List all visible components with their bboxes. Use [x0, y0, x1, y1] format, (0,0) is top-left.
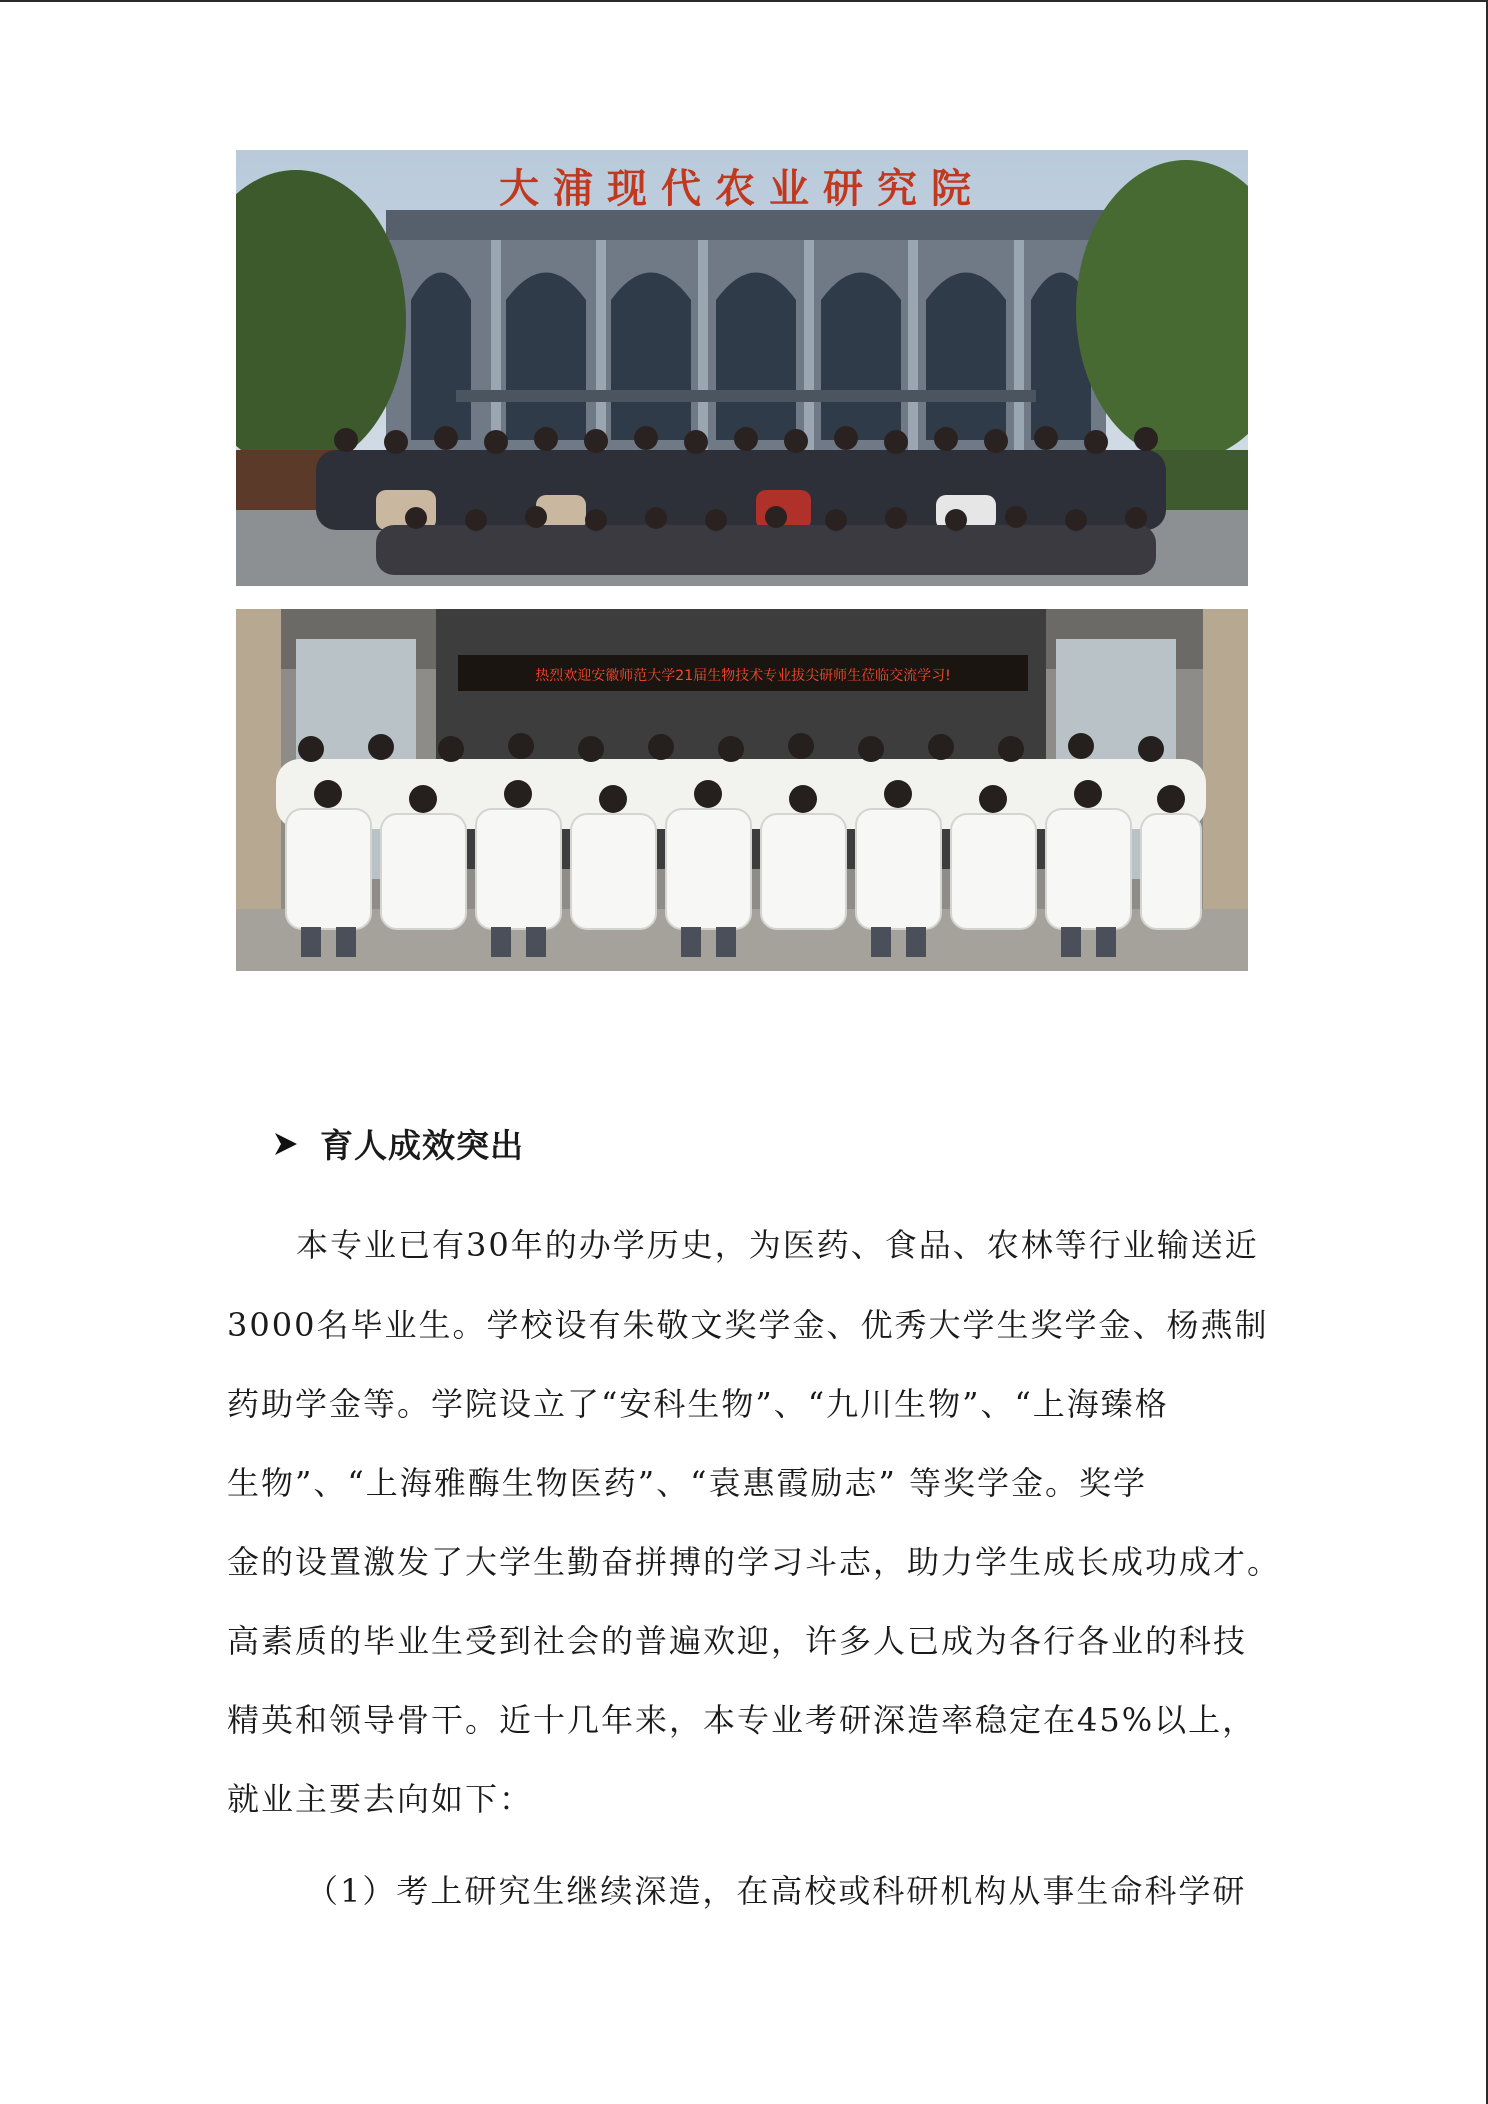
paragraph-line-1: 本专业已有30年的办学历史，为医药、食品、农林等行业输送近 — [296, 1226, 1259, 1264]
paragraph-line-5: 金的设置激发了大学生勤奋拼搏的学习斗志，助力学生成长成功成才。 — [227, 1543, 1282, 1581]
paragraph-line-7: 精英和领导骨干。近十几年来，本专业考研深造率稳定在45%以上， — [227, 1701, 1257, 1739]
lab-coat-photo-illustration — [236, 609, 1248, 971]
group-photo-institute — [236, 150, 1248, 586]
list-item-1: （1）考上研究生继续深造，在高校或科研机构从事生命科学研 — [306, 1872, 1247, 1910]
paragraph-line-8: 就业主要去向如下： — [227, 1780, 534, 1818]
paragraph-line-3: 药助学金等。学院设立了“安科生物”、“九川生物”、“上海臻格 — [227, 1385, 1169, 1423]
paragraph-line-2: 3000名毕业生。学校设有朱敬文奖学金、优秀大学生奖学金、杨燕制 — [227, 1306, 1269, 1344]
institute-sign-text: 大浦现代农业研究院 — [499, 165, 985, 212]
led-banner-text: 热烈欢迎安徽师范大学21届生物技术专业拔尖研师生莅临交流学习! — [535, 668, 951, 684]
section-heading-text: 育人成效突出 — [320, 1126, 524, 1165]
arrowhead-bullet-icon — [272, 1130, 300, 1158]
paragraph-line-4: 生物”、“上海雅酶生物医药”、“袁惠霞励志” 等奖学金。奖学 — [227, 1464, 1147, 1502]
paragraph-line-6: 高素质的毕业生受到社会的普遍欢迎，许多人已成为各行各业的科技 — [227, 1622, 1248, 1660]
section-heading — [272, 1120, 524, 1167]
page-border-top — [0, 0, 1488, 2]
institute-photo-illustration — [236, 150, 1248, 586]
group-photo-lab-coats — [236, 609, 1248, 971]
